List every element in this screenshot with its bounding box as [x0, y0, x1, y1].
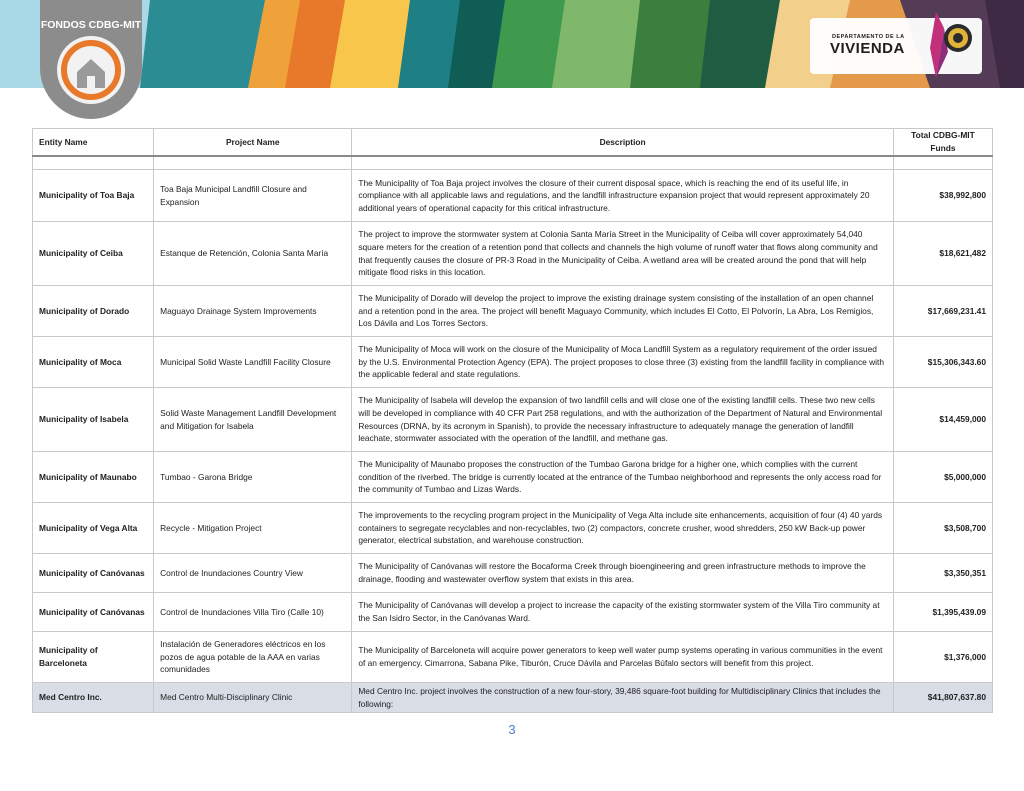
entity-cell: Municipality of Moca — [33, 337, 154, 388]
table-row — [33, 554, 993, 593]
entity-cell: Municipality of Canóvanas — [33, 554, 154, 593]
funds-cell: $38,992,800 — [893, 170, 992, 222]
project-cell: Municipal Solid Waste Landfill Facility Closure — [154, 337, 352, 388]
description-cell: The Municipality of Barceloneta will acquire power generators to keep well water pump systems operating in various communities in the event of an emergency. Cimarrona, Sabana Pike, Tiburón, Cruce Dávila and Parcelas Búfalo sectors will benefit from this project. — [352, 632, 894, 683]
funds-cell: $17,669,231.41 — [893, 286, 992, 337]
col-header-description: Description — [352, 129, 894, 157]
entity-cell: Municipality of Barceloneta — [33, 632, 154, 683]
badge-label: FONDOS CDBG-MIT — [40, 19, 142, 31]
entity-cell: Municipality of Isabela — [33, 388, 154, 452]
description-cell: The project to improve the stormwater system at Colonia Santa María Street in the Municipality of Ceiba will cover approximately 54,040 square meters for the creation of a retention pond that collects and channels the high volume of runoff water that flows along community and that frequently causes the closure of PR-3 Road in the Municipality of Ceiba. A wetland area will be created around the pond that will help mitigate flood risks in this location. — [352, 222, 894, 286]
funds-cell: $3,508,700 — [893, 503, 992, 554]
description-cell: The Municipality of Canóvanas will develop a project to increase the capacity of the existing stormwater system of the Villa Tiro community at the San Isidro Sector, in the Canóvanas Ward. — [352, 593, 894, 632]
col-header-entity: Entity Name — [33, 129, 154, 157]
description-cell: The improvements to the recycling program project in the Municipality of Vega Alta include site enhancements, acquisition of four (4) 40 yards containers to segregate recyclables and non-recyclables, two (2) compactors, concrete crusher, wood shredders, 250 kW Back-up power generator, electrical substation, and warehouse construction. — [352, 503, 894, 554]
project-cell: Toa Baja Municipal Landfill Closure and Expansion — [154, 170, 352, 222]
description-cell: The Municipality of Canóvanas will restore the Bocaforma Creek through bioengineering and green infrastructure methods to improve the drainage, flooding and wastewater overflow system that exists in this area. — [352, 554, 894, 593]
funds-cell: $15,306,343.60 — [893, 337, 992, 388]
funds-cell: $3,350,351 — [893, 554, 992, 593]
page-number: 3 — [508, 722, 516, 737]
description-cell: Med Centro Inc. project involves the construction of a new four-story, 39,486 square-foot building for Multidisciplinary Clinics that includes the following: — [352, 683, 894, 713]
project-cell: Instalación de Generadores eléctricos en los pozos de agua potable de la AAA en varias comunidades — [154, 632, 352, 683]
department-small-label: DEPARTAMENTO DE LA — [832, 34, 905, 40]
funds-cell: $41,807,637.80 — [893, 683, 992, 713]
table-header-row — [33, 129, 993, 157]
description-cell: The Municipality of Toa Baja project involves the closure of their current disposal space, which is reaching the end of its useful life, in compliance with all applicable laws and regulations, and the landfill infrastructure expansion project that would represent approximately 20 additional years of operational capacity for this critical infrastructure. — [352, 170, 894, 222]
col-header-project: Project Name — [154, 129, 352, 157]
funds-cell: $1,395,439.09 — [893, 593, 992, 632]
table-row-highlighted — [33, 683, 993, 713]
table-row — [33, 222, 993, 286]
funds-cell: $1,376,000 — [893, 632, 992, 683]
entity-cell: Municipality of Maunabo — [33, 452, 154, 503]
entity-cell: Municipality of Canóvanas — [33, 593, 154, 632]
description-cell: The Municipality of Dorado will develop the project to improve the existing drainage system consisting of the installation of an open channel and a retention pond in the area. The project will benefit Maguayo Community, which includes El Cotto, El Polvorín, La Abra, Los Remigios, Los Dávila and Los Torres Sectors. — [352, 286, 894, 337]
table-row — [33, 632, 993, 683]
government-seal-icon — [922, 8, 978, 80]
project-cell: Recycle - Mitigation Project — [154, 503, 352, 554]
department-name: VIVIENDA — [830, 40, 905, 57]
table-row — [33, 503, 993, 554]
project-cell: Control de Inundaciones Villa Tiro (Calle 10) — [154, 593, 352, 632]
entity-cell: Municipality of Toa Baja — [33, 170, 154, 222]
project-cell: Maguayo Drainage System Improvements — [154, 286, 352, 337]
project-cell: Tumbao - Garona Bridge — [154, 452, 352, 503]
table-row — [33, 593, 993, 632]
project-cell: Solid Waste Management Landfill Development and Mitigation for Isabela — [154, 388, 352, 452]
entity-cell: Municipality of Dorado — [33, 286, 154, 337]
projects-table — [32, 128, 993, 713]
project-cell: Estanque de Retención, Colonia Santa María — [154, 222, 352, 286]
table-row — [33, 388, 993, 452]
table-row — [33, 170, 993, 222]
funds-cell: $5,000,000 — [893, 452, 992, 503]
funds-cell: $14,459,000 — [893, 388, 992, 452]
table-row — [33, 452, 993, 503]
entity-cell: Municipality of Vega Alta — [33, 503, 154, 554]
fondos-cdbg-mit-badge — [36, 0, 146, 124]
entity-cell: Med Centro Inc. — [33, 683, 154, 713]
description-cell: The Municipality of Maunabo proposes the construction of the Tumbao Garona bridge for a higher one, which complies with the current condition of the riverbed. The bridge is currently located at the entrance of the Tumbao neighborhood and represents the only access road for the community of Tumbao and Lizas Wards. — [352, 452, 894, 503]
col-header-funds: Total CDBG-MIT Funds — [893, 129, 992, 157]
funds-cell: $18,621,482 — [893, 222, 992, 286]
project-cell: Control de Inundaciones Country View — [154, 554, 352, 593]
project-cell: Med Centro Multi-Disciplinary Clinic — [154, 683, 352, 713]
table-spacer-row — [33, 156, 993, 170]
description-cell: The Municipality of Moca will work on the closure of the Municipality of Moca Landfill System as a regulatory requirement of the order issued by the U.S. Environmental Protection Agency (EPA). The project proposes to close three (3) existing from the landfill facility in compliance with the applicable federal and state regulations. — [352, 337, 894, 388]
entity-cell: Municipality of Ceiba — [33, 222, 154, 286]
table-row — [33, 337, 993, 388]
table-row — [33, 286, 993, 337]
description-cell: The Municipality of Isabela will develop the expansion of two landfill cells and will close one of the existing landfill cells. These two new cells will be developed in compliance with 40 CFR Part 258 regulations, and with the authorization of the Department of Natural and Environmental Resources (DRNA, by its acronym in Spanish), to provide the necessary infrastructure to adequately manage the generation of landfill leachate, stormwater associated with the operation of the landfill, and methane gas. — [352, 388, 894, 452]
